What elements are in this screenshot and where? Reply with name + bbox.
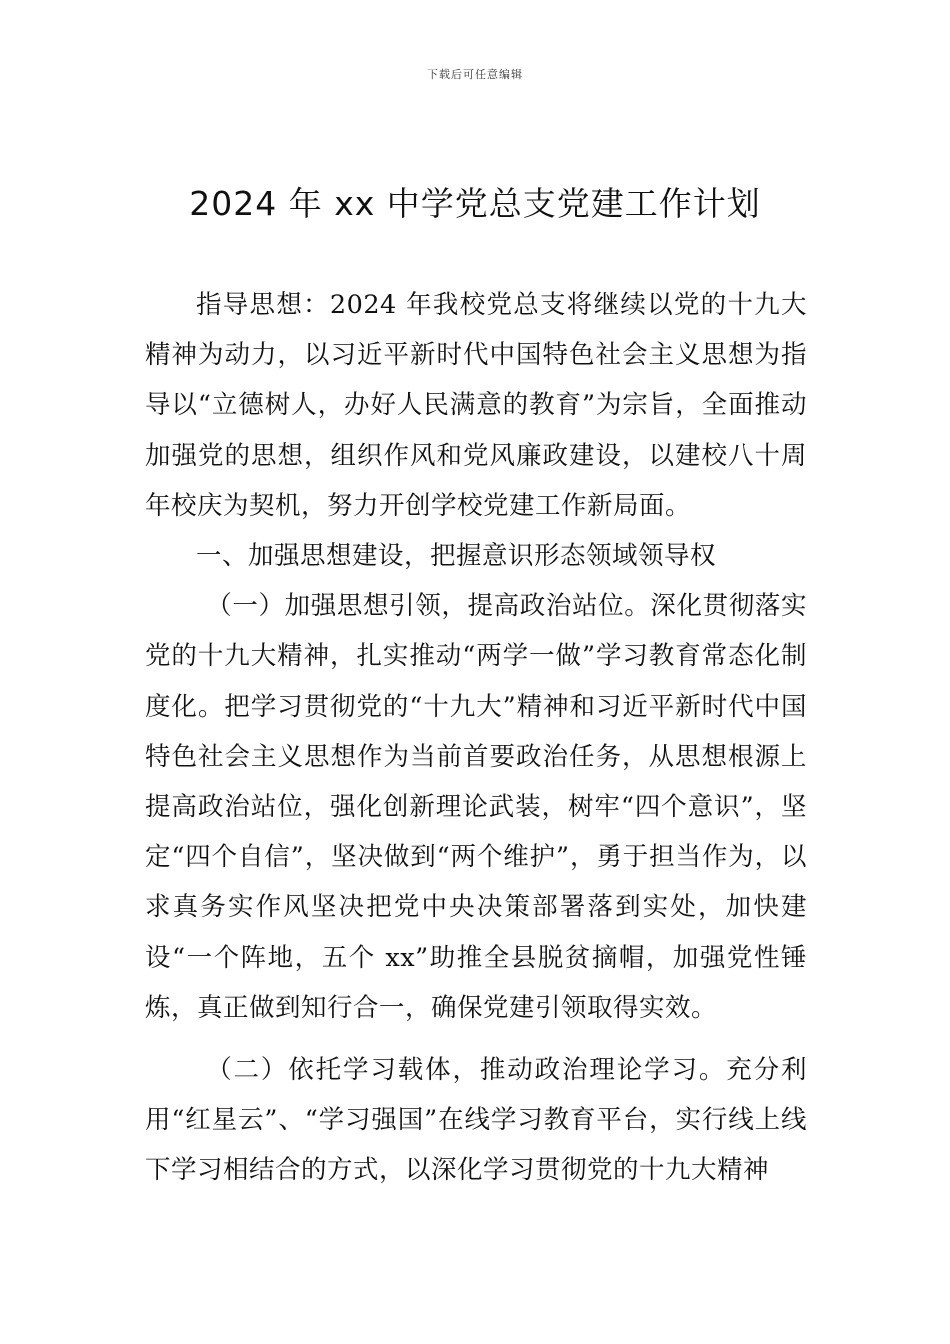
header-note: 下载后可任意编辑 <box>427 68 523 81</box>
paragraph-guiding-ideology: 指导思想：2024 年我校党总支将继续以党的十九大精神为动力，以习近平新时代中国特色社会主义思想为指导以“立德树人，办好人民满意的教育”为宗旨，全面推动加强党的思想，组织作风和党风廉政建设，以建校八十周年校庆为契机，努力开创学校党建工作新局面。 <box>145 290 807 521</box>
document-body <box>145 280 807 1196</box>
document-title: 2024 年 xx 中学党总支党建工作计划 <box>189 184 761 223</box>
paragraph-subsection-1: （一）加强思想引领，提高政治站位。深化贯彻落实党的十九大精神，扎实推动“两学一做”学习教育常态化制度化。把学习贯彻党的“十九大”精神和习近平新时代中国特色社会主义思想作为当前首要政治任务，从思想根源上提高政治站位，强化创新理论武装，树牢“四个意识”，坚定“四个自信”，坚决做到“两个维护”，勇于担当作为，以求真务实作风坚决把党中央决策部署落到实处，加快建设“一个阵地，五个 xx”助推全县脱贫摘帽，加强党性锤炼，真正做到知行合一，确保党建引领取得实效。 <box>145 591 807 1023</box>
paragraph-subsection-2: （二）依托学习载体，推动政治理论学习。充分利用“红星云”、“学习强国”在线学习教育平台，实行线上线下学习相结合的方式，以深化学习贯彻党的十九大精神 <box>145 1055 807 1186</box>
section-heading-1: 一、加强思想建设，把握意识形态领域领导权 <box>196 541 717 572</box>
